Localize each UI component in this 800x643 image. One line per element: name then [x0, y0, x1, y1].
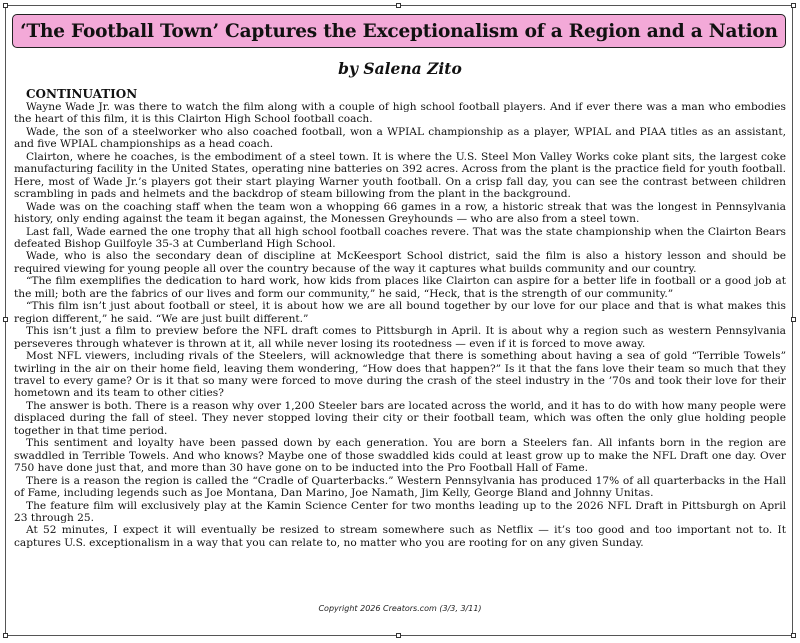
copyright-line: Copyright 2026 Creators.com (3/3, 3/11)	[318, 604, 482, 613]
paragraph: “This film isn’t just about football or steel, it is about how we are all bound together by our love for our place and that is what makes this region different,” he said. “We are just built different.”	[14, 300, 786, 325]
selection-handle-bottom-right[interactable]	[791, 633, 796, 638]
selection-handle-top-center[interactable]	[396, 3, 401, 8]
selection-handle-bottom-left[interactable]	[3, 633, 8, 638]
headline-banner	[12, 14, 786, 48]
paragraph: Clairton, where he coaches, is the embodiment of a steel town. It is where the U.S. Steel Mon Valley Works coke plant sits, the largest coke manufacturing facility in the United States, operating nine batteries on 392 acres. Across from the plant is the practice field for youth football. Here, most of Wade Jr.’s players got their start playing Warner youth football. On a crisp fall day, you can see the contrast between children scrambling in pads and helmets and the backdrop of steam billowing from the plant in the background.	[14, 150, 786, 201]
byline: by Salena Zito	[338, 59, 462, 78]
paragraph: Wade, who is also the secondary dean of discipline at McKeesport School district, said the film is also a history lesson and should be required viewing for young people all over the country because of the way it captures what builds community and our country.	[14, 250, 786, 275]
paragraph: There is a reason the region is called the “Cradle of Quarterbacks.” Western Pennsylvania has produced 17% of all quarterbacks in the Hall of Fame, including legends such as Joe Montana, Dan Marino, Joe Namath, Jim Kelly, George Bland and Johnny Unitas.	[14, 474, 786, 500]
article-body	[14, 87, 786, 549]
paragraph: Last fall, Wade earned the one trophy that all high school football coaches revere. That was the state championship when the Clairton Bears defeated Bishop Guilfoyle 35-3 at Cumberland High School.	[14, 225, 786, 250]
paragraph: Wayne Wade Jr. was there to watch the film along with a couple of high school football players. And if ever there was a man who embodies the heart of this film, it is this Clairton High School football coach.	[14, 101, 786, 126]
paragraph: The feature film will exclusively play at the Kamin Science Center for two months leading up to the 2026 NFL Draft in Pittsburgh on April 23 through 25.	[14, 499, 786, 524]
paragraph: Wade was on the coaching staff when the team won a whopping 66 games in a row, a historic streak that was the longest in Pennsylvania history, only ending against the team it began against, the Monessen Greyhounds — who are also from a steel town.	[14, 200, 786, 226]
paragraph: At 52 minutes, I expect it will eventually be resized to stream somewhere such as Netflix — it’s too good and too important not to. It captures U.S. exceptionalism in a way that you can relate to, no matter who you are rooting for on any given Sunday.	[14, 524, 786, 549]
paragraph: “The film exemplifies the dedication to hard work, how kids from places like Clairton can aspire for a better life in football or a good job at the mill; both are the fabrics of our lives and form our community,” he said, “Heck, that is the strength of our community.”	[14, 275, 786, 300]
paragraph: The answer is both. There is a reason why over 1,200 Steeler bars are located across the world, and it has to do with how many people were displaced during the fall of steel. They never stopped loving their city or their football team, which was often the only glue holding people together in that time period.	[14, 399, 786, 437]
selection-handle-middle-right[interactable]	[791, 317, 796, 322]
selection-handle-bottom-center[interactable]	[396, 633, 401, 638]
selection-handle-top-right[interactable]	[791, 3, 796, 8]
headline: ‘The Football Town’ Captures the Exceptionalism of a Region and a Nation	[20, 20, 778, 42]
continuation-label: CONTINUATION	[26, 87, 138, 101]
paragraph: Most NFL viewers, including rivals of the Steelers, will acknowledge that there is something about having a sea of gold “Terrible Towels” twirling in the air on their home field, leaving them wondering, “How does that happen?” Is it that the fans love their team so much that they travel to every game? Or is it that so many were forced to move during the crash of the steel industry in the ’70s and took their love for their hometown and its team to other cities?	[14, 350, 786, 400]
selection-handle-middle-left[interactable]	[3, 317, 8, 322]
selection-handle-top-left[interactable]	[3, 3, 8, 8]
paragraph: This isn’t just a film to preview before the NFL draft comes to Pittsburgh in April. It is about why a region such as western Pennsylvania perseveres through whatever is thrown at it, all while never losing its rootedness — even if it is forced to move away.	[14, 325, 786, 350]
paragraph: This sentiment and loyalty have been passed down by each generation. You are born a Steelers fan. All infants born in the region are swaddled in Terrible Towels. And who knows? Maybe one of those swaddled kids could at least grow up to make the NFL Draft one day. Over 750 have done just that, and more than 30 have gone on to be inducted into the Pro Football Hall of Fame.	[14, 437, 786, 475]
paragraph: Wade, the son of a steelworker who also coached football, won a WPIAL championship as a player, WPIAL and PIAA titles as an assistant, and five WPIAL championships as a head coach.	[14, 125, 786, 151]
